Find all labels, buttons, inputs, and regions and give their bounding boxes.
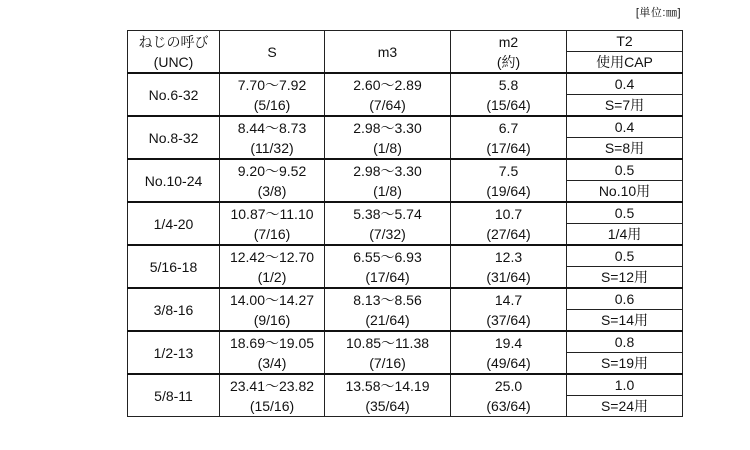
- s-cell: [220, 202, 325, 245]
- table-row: [128, 73, 683, 95]
- s-value: 18.69～19.05: [229, 334, 315, 351]
- m2-cell: [451, 202, 567, 245]
- thread-size-cell: 5/8-11: [128, 374, 220, 417]
- s-cell: [220, 331, 325, 374]
- header-thread-size-unit: (UNC): [153, 53, 194, 70]
- m3-value: 8.13～8.56: [353, 291, 422, 308]
- t2-cell: 1.0: [567, 374, 683, 396]
- m2-inch: (31/64): [486, 268, 531, 285]
- m2-value: 25.0: [494, 377, 523, 394]
- s-inch: (11/32): [250, 139, 294, 156]
- header-row: [128, 31, 683, 52]
- s-cell: [220, 73, 325, 116]
- m2-value: 14.7: [494, 291, 523, 308]
- table-row: [128, 374, 683, 396]
- s-inch: (9/16): [253, 311, 291, 328]
- m3-inch: (1/8): [373, 182, 402, 199]
- m2-value: 6.7: [498, 119, 519, 136]
- m3-value: 10.85～11.38: [345, 334, 430, 351]
- thread-size-cell: No.10-24: [128, 159, 220, 202]
- m2-cell: [451, 159, 567, 202]
- header-thread-size-label: ねじの呼び: [138, 33, 209, 50]
- spec-table: [127, 30, 683, 417]
- m3-cell: [325, 159, 451, 202]
- s-value: 8.44～8.73: [237, 119, 307, 136]
- m3-value: 2.98～3.30: [353, 162, 422, 179]
- table-row: [128, 116, 683, 138]
- table-row: [128, 245, 683, 267]
- header-m2: [451, 31, 567, 74]
- table-row: [128, 202, 683, 224]
- m3-value: 2.60～2.89: [353, 76, 422, 93]
- s-value: 7.70～7.92: [237, 76, 307, 93]
- s-cell: [220, 374, 325, 417]
- t2-cell: 0.5: [567, 202, 683, 224]
- s-inch: (15/16): [249, 397, 295, 414]
- thread-size-cell: 1/2-13: [128, 331, 220, 374]
- t2-cell: 0.5: [567, 159, 683, 181]
- m3-value: 2.98～3.30: [353, 119, 422, 136]
- header-cap: 使用CAP: [567, 52, 683, 74]
- m2-inch: (17/64): [486, 139, 531, 156]
- m2-cell: [451, 331, 567, 374]
- thread-size-cell: 3/8-16: [128, 288, 220, 331]
- m2-cell: [451, 245, 567, 288]
- m3-inch: (7/64): [369, 96, 406, 113]
- s-value: 10.87～11.10: [230, 205, 314, 222]
- s-value: 9.20～9.52: [237, 162, 307, 179]
- header-m2-note: (約): [496, 53, 521, 70]
- cap-cell: S=12用: [567, 267, 683, 289]
- m2-inch: (49/64): [486, 354, 531, 371]
- cap-cell: S=8用: [567, 138, 683, 160]
- cap-cell: 1/4用: [567, 224, 683, 246]
- m2-inch: (19/64): [486, 182, 531, 199]
- m3-cell: [325, 331, 451, 374]
- cap-cell: No.10用: [567, 181, 683, 203]
- cap-cell: S=14用: [567, 310, 683, 332]
- m3-value: 5.38～5.74: [353, 205, 422, 222]
- header-m3: m3: [325, 31, 451, 74]
- m3-cell: [325, 374, 451, 417]
- t2-cell: 0.5: [567, 245, 683, 267]
- s-inch: (3/8): [257, 182, 287, 199]
- m2-cell: [451, 116, 567, 159]
- m2-inch: (15/64): [486, 96, 531, 113]
- header-m2-label: m2: [498, 33, 519, 50]
- table-row: [128, 288, 683, 310]
- t2-cell: 0.4: [567, 73, 683, 95]
- s-cell: [220, 288, 325, 331]
- m3-inch: (35/64): [365, 397, 410, 414]
- s-value: 12.42～12.70: [229, 248, 315, 265]
- m3-inch: (7/32): [369, 225, 406, 242]
- s-inch: (3/4): [257, 354, 287, 371]
- m3-cell: [325, 245, 451, 288]
- unit-note: [単位:㎜]: [635, 7, 681, 19]
- m3-inch: (21/64): [365, 311, 410, 328]
- s-inch: (7/16): [253, 225, 291, 242]
- t2-cell: 0.8: [567, 331, 683, 353]
- cap-cell: S=19用: [567, 353, 683, 375]
- thread-size-cell: 1/4-20: [128, 202, 220, 245]
- table-row: [128, 331, 683, 353]
- m3-cell: [325, 73, 451, 116]
- m2-value: 12.3: [494, 248, 523, 265]
- s-cell: [220, 245, 325, 288]
- m3-value: 6.55～6.93: [353, 248, 422, 265]
- m2-cell: [451, 73, 567, 116]
- table-row: [128, 159, 683, 181]
- m2-value: 10.7: [494, 205, 523, 222]
- spec-table-body: [128, 31, 683, 417]
- m2-inch: (37/64): [486, 311, 531, 328]
- m3-inch: (1/8): [373, 139, 402, 156]
- m2-value: 5.8: [498, 76, 519, 93]
- thread-size-cell: No.8-32: [128, 116, 220, 159]
- m2-cell: [451, 288, 567, 331]
- s-cell: [220, 116, 325, 159]
- m2-cell: [451, 374, 567, 417]
- m2-inch: (27/64): [486, 225, 531, 242]
- header-thread-size: [128, 31, 220, 74]
- thread-size-cell: 5/16-18: [128, 245, 220, 288]
- header-t2: T2: [567, 31, 683, 52]
- m3-cell: [325, 202, 451, 245]
- thread-size-cell: No.6-32: [128, 73, 220, 116]
- m3-value: 13.58～14.19: [345, 377, 430, 394]
- t2-cell: 0.6: [567, 288, 683, 310]
- m3-cell: [325, 288, 451, 331]
- m2-inch: (63/64): [486, 397, 531, 414]
- m3-inch: (7/16): [369, 354, 406, 371]
- s-value: 23.41～23.82: [229, 377, 315, 394]
- m3-cell: [325, 116, 451, 159]
- s-inch: (5/16): [253, 96, 291, 113]
- t2-cell: 0.4: [567, 116, 683, 138]
- s-value: 14.00～14.27: [229, 291, 315, 308]
- m3-inch: (17/64): [365, 268, 410, 285]
- header-s: S: [220, 31, 325, 74]
- m2-value: 19.4: [494, 334, 523, 351]
- s-inch: (1/2): [257, 268, 287, 285]
- cap-cell: S=24用: [567, 396, 683, 417]
- cap-cell: S=7用: [567, 95, 683, 117]
- s-cell: [220, 159, 325, 202]
- m2-value: 7.5: [498, 162, 519, 179]
